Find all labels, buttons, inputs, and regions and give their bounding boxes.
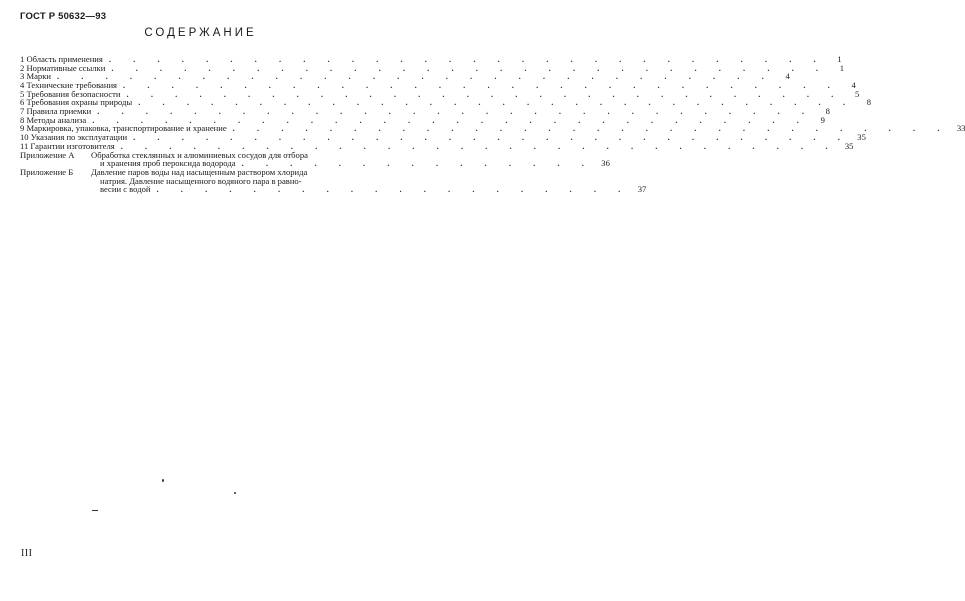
dot-leader: . . . . . . . . . . . . . . . . . . . . . . . . . . . . . . [232, 123, 950, 134]
toc-entry-page: 35 [857, 132, 866, 143]
toc-entry-page: 1 [839, 62, 845, 73]
dot-leader: . . . . . . . . . . . . . . . . . . . . . . . . . . . . . . [97, 106, 814, 117]
toc-entry-text: 6 Требования охраны природы [20, 97, 133, 108]
scan-speck [162, 479, 164, 482]
dot-leader: . . . . . . . . . . . . . . . . . . . . . . . . . . . . . . [138, 97, 855, 108]
toc-entry-text: 2 Нормативные ссылки [20, 62, 106, 73]
dot-leader: . . . . . . . . . . . . . . . [241, 158, 594, 169]
dot-leader: . . . . . . . . . . . . . . . . . . . . . . . . . . . . . . [123, 80, 840, 91]
appendix-entry [20, 166, 647, 195]
toc-entry-text: 5 Требования безопасности [20, 88, 121, 99]
appendix-title [91, 151, 610, 168]
toc-entry-page: 35 [844, 140, 854, 151]
toc-entry-page: 9 [820, 114, 825, 125]
dot-leader: . . . . . . . . . . . . . . . . . . . . [156, 184, 631, 195]
dot-leader: . . . . . . . . . . . . . . . . . . . . . . . . . . . . . . [92, 114, 809, 125]
standard-code: ГОСТ Р 50632—93 [20, 11, 107, 22]
appendix-title-line: натрия. Давление насыщенного водяного пара в равно- [100, 175, 302, 186]
toc-entry-page: 33 [956, 123, 965, 134]
scan-dash [92, 510, 98, 511]
toc-entry-text: 1 Область применения [20, 53, 103, 64]
appendix-page: 37 [637, 184, 647, 195]
appendix-label: Приложение Б [20, 166, 74, 177]
toc-entry-text: 4 Технические требования [20, 80, 118, 91]
toc-entry-text: 11 Гарантии изготовителя [20, 140, 115, 151]
toc-entry-page: 5 [855, 88, 860, 99]
appendix-title [91, 168, 646, 194]
dot-leader: . . . . . . . . . . . . . . . . . . . . . . . . . . . . . . [126, 88, 844, 99]
appendix-title-line: Обработка стеклянных и алюминиевых сосудов для отбора [91, 149, 308, 160]
appendix-label: Приложение А [20, 149, 75, 160]
toc-entry-text: 8 Методы анализа [20, 114, 87, 125]
dot-leader: . . . . . . . . . . . . . . . . . . . . . . . . . . . . . . [133, 132, 850, 143]
dot-leader: . . . . . . . . . . . . . . . . . . . . . . . . . . . . . . [120, 140, 838, 151]
appendix-page: 36 [601, 158, 610, 169]
page-number: III [21, 548, 33, 559]
appendix-title-line: Давление паров воды над насыщенным раствором хлорида [91, 166, 308, 177]
dot-leader: . . . . . . . . . . . . . . . . . . . . . . . . . . . . . . [108, 53, 826, 64]
toc-entry-page: 8 [866, 97, 871, 108]
toc-entry-text: 9 Маркировка, упаковка, транспортирование и хранение [20, 123, 227, 134]
appendix-title-line: весии с водой [100, 184, 151, 195]
toc-entry-page: 8 [825, 106, 830, 117]
table-of-contents [20, 53, 965, 195]
scan-speck [234, 492, 236, 494]
page-title: СОДЕРЖАНИЕ [144, 27, 257, 39]
toc-entry-text: 10 Указания по эксплуатации [20, 132, 128, 143]
toc-entry-text: 7 Правила приемки [20, 106, 92, 117]
toc-entry-page: 4 [851, 80, 856, 91]
appendix-title-line: и хранения проб пероксида водорода [100, 158, 236, 169]
toc-entry-page: 4 [785, 71, 790, 82]
toc-entry-text: 3 Марки [20, 71, 51, 82]
toc-entry-page: 1 [837, 53, 842, 64]
appendix-entry [20, 149, 610, 169]
dot-leader: . . . . . . . . . . . . . . . . . . . . . . . . . . . . . . [111, 62, 829, 73]
dot-leader: . . . . . . . . . . . . . . . . . . . . . . . . . . . . . . [56, 71, 774, 82]
